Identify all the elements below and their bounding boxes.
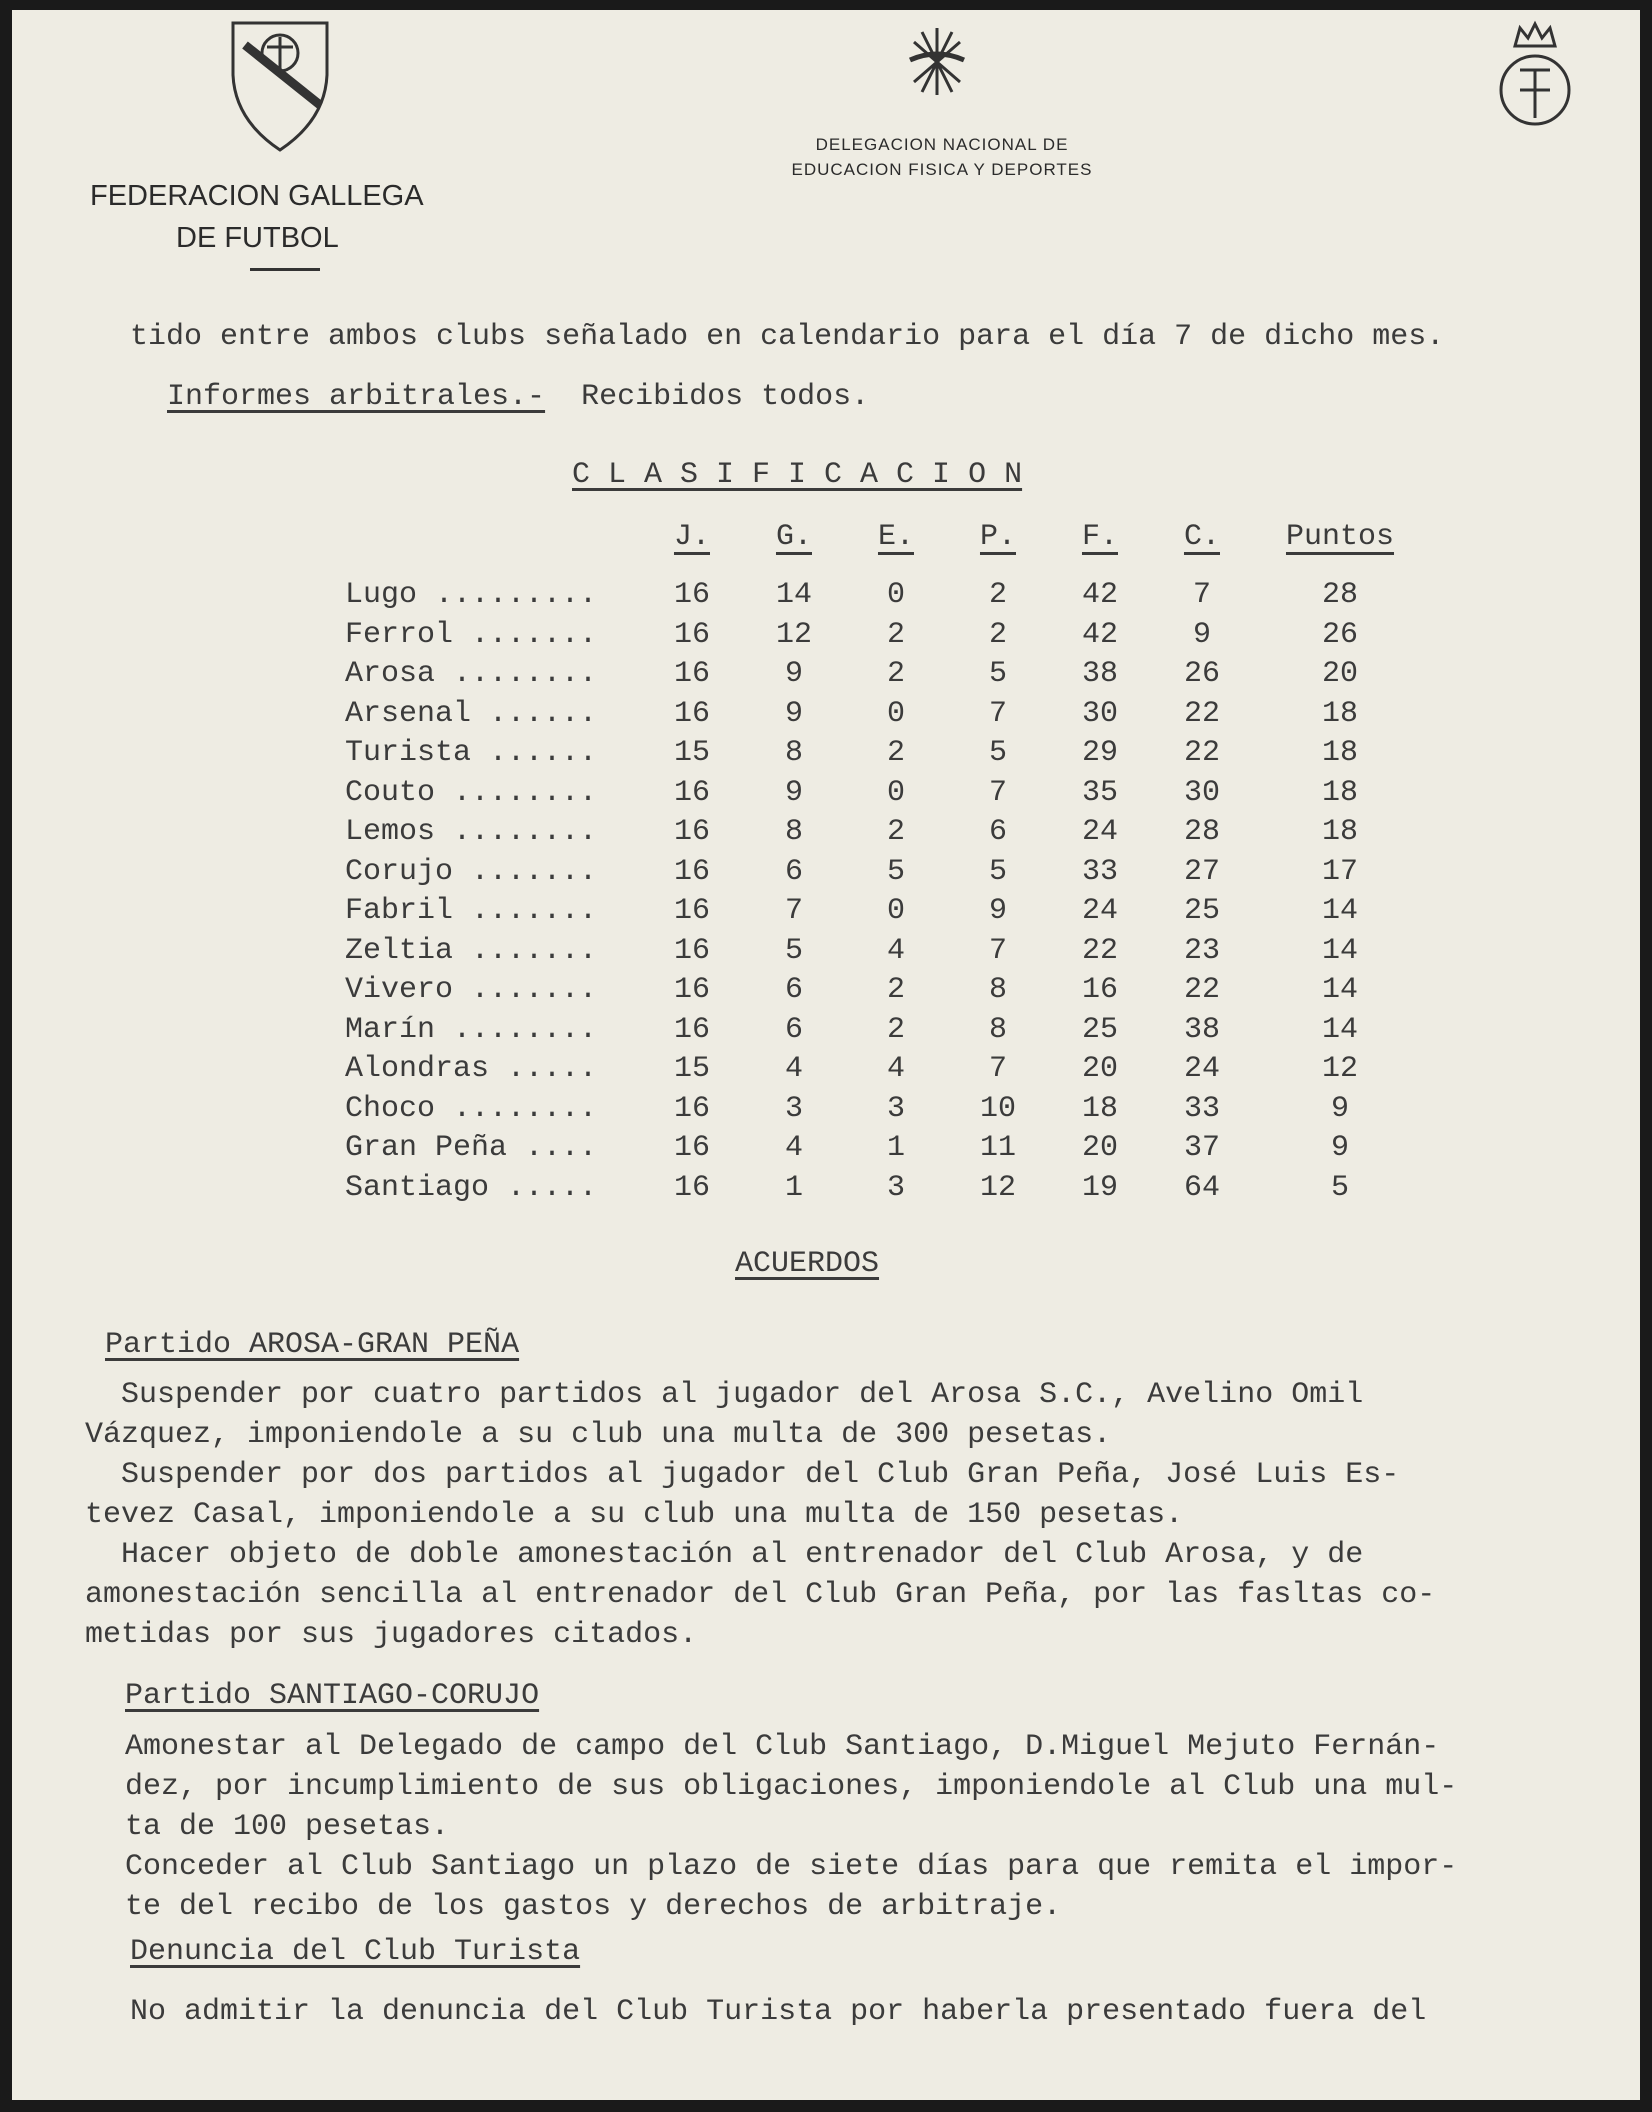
column-header: Puntos <box>1285 520 1395 554</box>
table-cell: 25 <box>1081 1012 1118 1047</box>
text-line: metidas por sus jugadores citados. <box>85 1618 698 1652</box>
table-cell: 2 <box>988 617 1007 652</box>
referee-reports <box>167 380 869 414</box>
delegation-line-2: EDUCACION FISICA Y DEPORTES <box>791 160 1093 179</box>
table-cell: 29 <box>1081 736 1118 770</box>
table-cell: 6 <box>988 815 1007 849</box>
table-cell: 1 <box>886 1131 905 1165</box>
table-cell: 12 <box>1321 1052 1358 1086</box>
column-header: E. <box>877 520 914 554</box>
table-cell: 4 <box>886 933 905 968</box>
team-name: Marín ........ <box>345 1012 598 1047</box>
table-cell: 5 <box>886 854 905 889</box>
team-name: Corujo ....... <box>345 854 598 889</box>
complaint-line: No admitir la denuncia del Club Turista por haberla presentado fuera del <box>130 1995 1427 2029</box>
table-cell: 8 <box>988 973 1007 1007</box>
table-cell: 28 <box>1183 815 1220 849</box>
table-cell: 18 <box>1081 1091 1118 1126</box>
table-cell: 2 <box>886 1012 905 1047</box>
table-cell: 37 <box>1183 1131 1220 1165</box>
table-cell: 22 <box>1081 933 1118 968</box>
table-cell: 16 <box>673 1012 710 1047</box>
table-cell: 25 <box>1183 894 1220 928</box>
table-cell: 2 <box>886 736 905 770</box>
table-cell: 8 <box>988 1012 1007 1047</box>
table-cell: 7 <box>784 894 803 928</box>
column-header: P. <box>979 520 1016 554</box>
yoke-arrows-emblem <box>902 20 972 100</box>
table-cell: 14 <box>1321 894 1358 928</box>
table-cell: 9 <box>784 775 803 810</box>
header-rule <box>250 268 320 271</box>
table-cell: 7 <box>988 1052 1007 1086</box>
table-cell: 3 <box>886 1091 905 1126</box>
table-cell: 9 <box>784 696 803 731</box>
team-name: Fabril ....... <box>345 894 598 928</box>
table-cell: 2 <box>886 815 905 849</box>
team-name: Arsenal ...... <box>345 696 598 731</box>
table-cell: 22 <box>1183 696 1220 731</box>
table-cell: 26 <box>1183 657 1220 691</box>
table-cell: 16 <box>673 696 710 731</box>
text-line: Suspender por cuatro partidos al jugador del Arosa S.C., Avelino Omil <box>85 1378 1364 1412</box>
table-cell: 15 <box>673 1052 710 1086</box>
table-cell: 2 <box>886 657 905 691</box>
table-cell: 16 <box>673 657 710 691</box>
table-cell: 18 <box>1321 815 1358 849</box>
match1-heading: Partido AROSA-GRAN PEÑA <box>105 1328 520 1362</box>
table-cell: 20 <box>1081 1131 1118 1165</box>
table-cell: 4 <box>784 1052 803 1086</box>
table-cell: 16 <box>673 578 710 612</box>
text-line: Hacer objeto de doble amonestación al entrenador del Club Arosa, y de <box>85 1538 1364 1572</box>
table-cell: 5 <box>1330 1170 1349 1205</box>
table-cell: 22 <box>1183 973 1220 1007</box>
table-cell: 16 <box>673 933 710 968</box>
table-cell: 2 <box>886 617 905 652</box>
table-cell: 0 <box>886 578 905 612</box>
table-cell: 35 <box>1081 775 1118 810</box>
table-cell: 5 <box>988 854 1007 889</box>
table-cell: 9 <box>1330 1131 1349 1165</box>
table-cell: 6 <box>784 973 803 1007</box>
table-cell: 23 <box>1183 933 1220 968</box>
table-cell: 2 <box>988 578 1007 612</box>
team-name: Turista ...... <box>345 736 598 770</box>
table-cell: 17 <box>1321 854 1358 889</box>
table-cell: 3 <box>784 1091 803 1126</box>
match2-text <box>125 1727 1457 1927</box>
table-cell: 20 <box>1321 657 1358 691</box>
table-cell: 22 <box>1183 736 1220 770</box>
table-cell: 28 <box>1321 578 1358 612</box>
table-cell: 0 <box>886 894 905 928</box>
delegation-name <box>742 132 1142 182</box>
table-cell: 4 <box>886 1052 905 1086</box>
table-cell: 27 <box>1183 854 1220 889</box>
text-line: dez, por incumplimiento de sus obligaciones, imponiendole al Club una mul- <box>125 1770 1458 1804</box>
team-name: Zeltia ....... <box>345 933 598 968</box>
table-cell: 24 <box>1183 1052 1220 1086</box>
table-cell: 16 <box>673 775 710 810</box>
table-cell: 42 <box>1081 617 1118 652</box>
table-cell: 9 <box>784 657 803 691</box>
table-cell: 38 <box>1081 657 1118 691</box>
table-cell: 16 <box>673 973 710 1007</box>
agreements-title: ACUERDOS <box>735 1247 880 1281</box>
table-cell: 5 <box>988 657 1007 691</box>
team-name: Choco ........ <box>345 1091 598 1126</box>
column-header: C. <box>1183 520 1220 554</box>
team-name: Gran Peña .... <box>345 1131 598 1165</box>
table-cell: 38 <box>1183 1012 1220 1047</box>
text-line: amonestación sencilla al entrenador del Club Gran Peña, por las fasltas co- <box>85 1578 1436 1612</box>
team-name: Arosa ........ <box>345 657 598 691</box>
intro-line: tido entre ambos clubs señalado en calendario para el día 7 de dicho mes. <box>130 320 1445 354</box>
table-cell: 16 <box>673 854 710 889</box>
table-cell: 12 <box>979 1170 1016 1205</box>
table-cell: 9 <box>988 894 1007 928</box>
team-name: Ferrol ....... <box>345 617 598 652</box>
table-cell: 16 <box>673 1091 710 1126</box>
rfef-crown-crest <box>1490 18 1580 138</box>
table-cell: 42 <box>1081 578 1118 612</box>
fgf-shield-logo <box>225 15 335 155</box>
table-cell: 7 <box>988 775 1007 810</box>
text-line: Suspender por dos partidos al jugador del Club Gran Peña, José Luis Es- <box>85 1458 1400 1492</box>
table-cell: 16 <box>673 894 710 928</box>
team-name: Lugo ......... <box>345 578 598 612</box>
table-cell: 8 <box>784 736 803 770</box>
table-cell: 14 <box>775 578 812 612</box>
table-cell: 24 <box>1081 815 1118 849</box>
table-cell: 7 <box>988 696 1007 731</box>
table-cell: 24 <box>1081 894 1118 928</box>
table-cell: 16 <box>673 815 710 849</box>
table-cell: 64 <box>1183 1170 1220 1205</box>
table-cell: 15 <box>673 736 710 770</box>
table-cell: 18 <box>1321 736 1358 770</box>
table-cell: 33 <box>1081 854 1118 889</box>
table-cell: 16 <box>1081 973 1118 1007</box>
table-cell: 26 <box>1321 617 1358 652</box>
team-name: Couto ........ <box>345 775 598 810</box>
table-cell: 12 <box>775 617 812 652</box>
document-page <box>12 10 1640 2100</box>
text-line: Vázquez, imponiendole a su club una multa de 300 pesetas. <box>85 1418 1112 1452</box>
complaint-heading: Denuncia del Club Turista <box>130 1935 581 1969</box>
table-cell: 18 <box>1321 696 1358 731</box>
table-cell: 20 <box>1081 1052 1118 1086</box>
team-name: Alondras ..... <box>345 1052 598 1086</box>
table-cell: 14 <box>1321 1012 1358 1047</box>
team-name: Lemos ........ <box>345 815 598 849</box>
text-line: Conceder al Club Santiago un plazo de siete días para que remita el impor- <box>125 1850 1458 1884</box>
table-cell: 10 <box>979 1091 1016 1126</box>
table-cell: 30 <box>1183 775 1220 810</box>
table-cell: 5 <box>784 933 803 968</box>
federation-line-2: DE FUTBOL <box>176 222 339 254</box>
table-cell: 4 <box>784 1131 803 1165</box>
table-cell: 14 <box>1321 933 1358 968</box>
text-line: Amonestar al Delegado de campo del Club Santiago, D.Miguel Mejuto Fernán- <box>125 1730 1440 1764</box>
table-cell: 7 <box>988 933 1007 968</box>
text-line: ta de 100 pesetas. <box>125 1810 450 1844</box>
table-cell: 2 <box>886 973 905 1007</box>
federation-name <box>90 175 424 259</box>
table-cell: 0 <box>886 696 905 731</box>
standings-title: C L A S I F I C A C I O N <box>572 458 1023 492</box>
referee-reports-label: Informes arbitrales.- <box>167 380 546 414</box>
table-cell: 18 <box>1321 775 1358 810</box>
delegation-line-1: DELEGACION NACIONAL DE <box>815 135 1069 154</box>
table-cell: 6 <box>784 854 803 889</box>
table-cell: 9 <box>1192 617 1211 652</box>
table-cell: 5 <box>988 736 1007 770</box>
table-cell: 33 <box>1183 1091 1220 1126</box>
table-cell: 7 <box>1192 578 1211 612</box>
table-cell: 30 <box>1081 696 1118 731</box>
team-name: Vivero ....... <box>345 973 598 1007</box>
referee-reports-text: Recibidos todos. <box>581 380 870 414</box>
team-name: Santiago ..... <box>345 1170 598 1205</box>
column-header: G. <box>775 520 812 554</box>
table-cell: 11 <box>979 1131 1016 1165</box>
text-line: te del recibo de los gastos y derechos de arbitraje. <box>125 1890 1062 1924</box>
table-cell: 9 <box>1330 1091 1349 1126</box>
table-cell: 19 <box>1081 1170 1118 1205</box>
table-cell: 0 <box>886 775 905 810</box>
column-header: J. <box>673 520 710 554</box>
table-cell: 16 <box>673 1131 710 1165</box>
federation-line-1: FEDERACION GALLEGA <box>90 180 424 212</box>
table-cell: 14 <box>1321 973 1358 1007</box>
match2-heading: Partido SANTIAGO-CORUJO <box>125 1679 540 1713</box>
table-cell: 8 <box>784 815 803 849</box>
table-cell: 1 <box>784 1170 803 1205</box>
table-cell: 16 <box>673 1170 710 1205</box>
text-line: tevez Casal, imponiendole a su club una multa de 150 pesetas. <box>85 1498 1184 1532</box>
column-header: F. <box>1081 520 1118 554</box>
match1-text <box>85 1375 1435 1655</box>
table-cell: 6 <box>784 1012 803 1047</box>
table-cell: 16 <box>673 617 710 652</box>
table-cell: 3 <box>886 1170 905 1205</box>
